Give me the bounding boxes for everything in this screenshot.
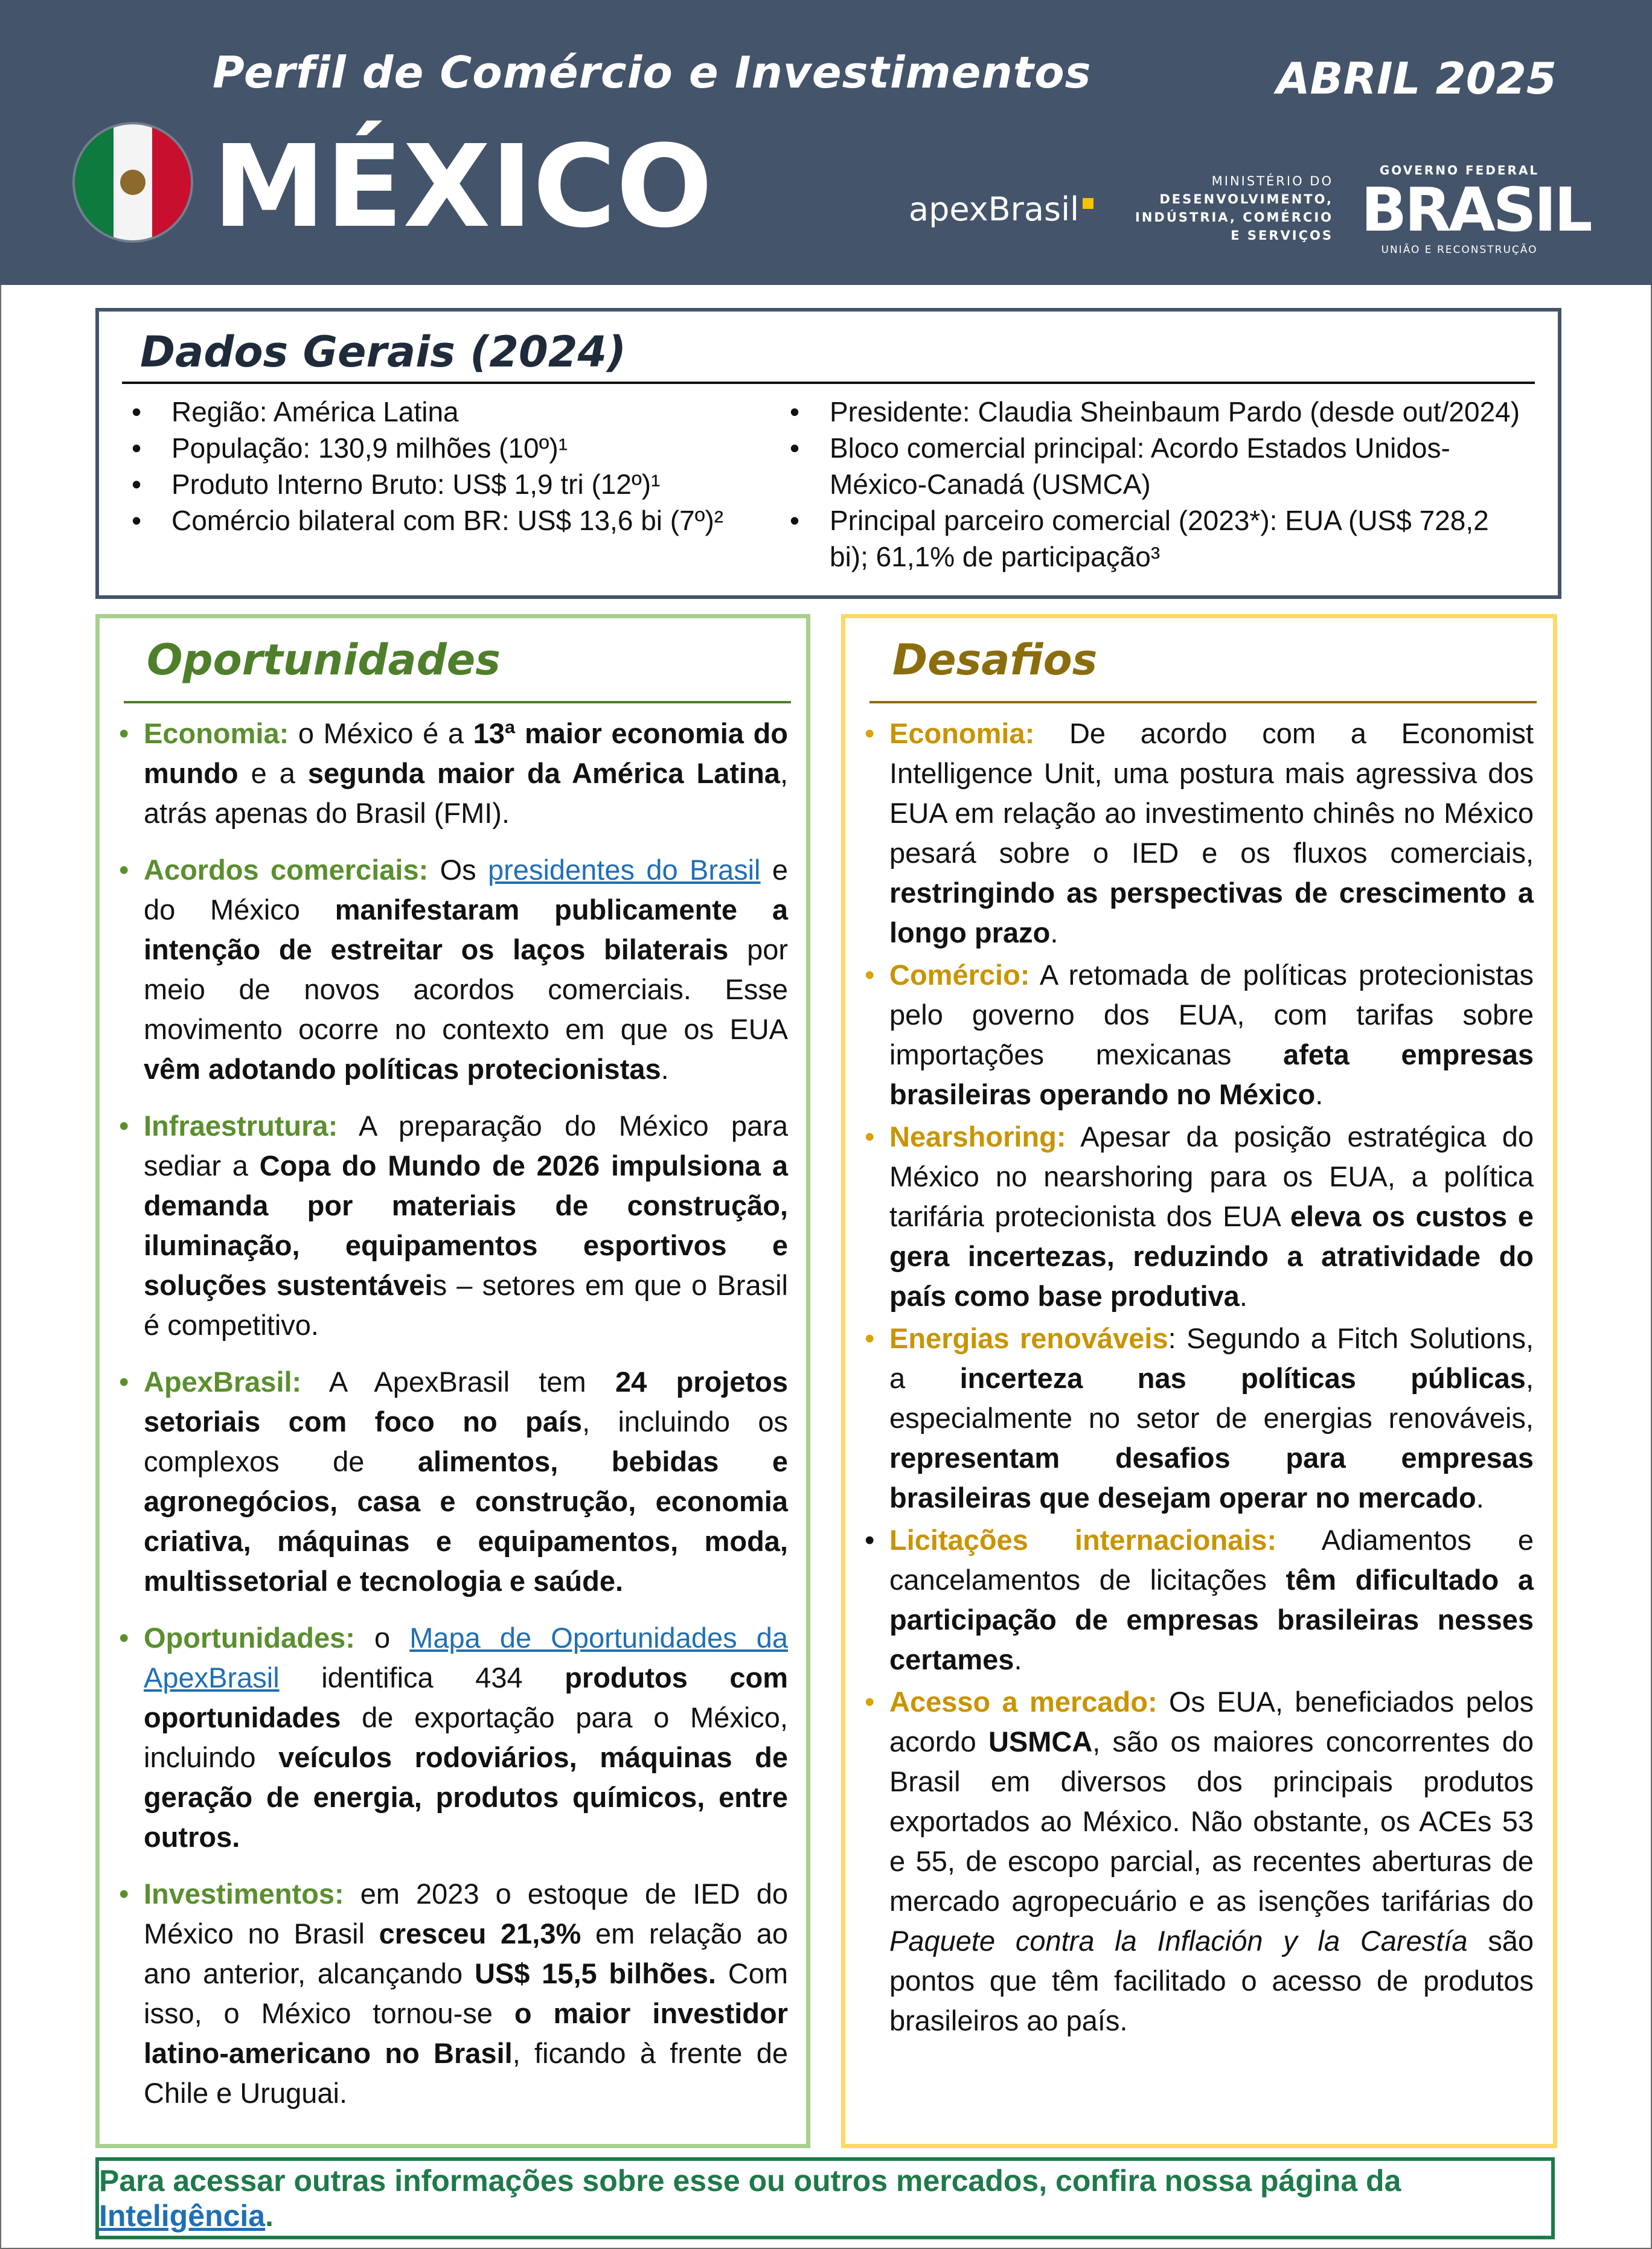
- oportunidades-column: [95, 614, 810, 2148]
- desafios-list: [862, 714, 1534, 2043]
- mexico-flag-icon: [75, 124, 191, 240]
- dados-list-left: [129, 394, 751, 539]
- document-date: ABRIL 2025: [1276, 53, 1557, 104]
- dados-gerais-box: [95, 308, 1561, 599]
- governo-federal-logo: GOVERNO FEDERAL BRASIL UNIÃO E RECONSTRUÇÃO: [1361, 163, 1590, 256]
- presidentes-link[interactable]: presidentes do Brasil: [488, 854, 761, 886]
- dados-item: • Comércio bilateral com BR: US$ 13,6 bi (7º)²: [129, 502, 751, 539]
- oportunidade-acordos: • Acordos comerciais: Os presidentes do Brasil e do México manifestaram publicamente a intenção de estreitar os laços bilaterais por meio de novos acordos comerciais. Esse movimento ocorre no contexto em que os EUA vêm adotando políticas protecionistas.: [117, 850, 788, 1089]
- ministry-logo: MINISTÉRIO DO DESENVOLVIMENTO, INDÚSTRIA, COMÉRCIO E SERVIÇOS: [1135, 174, 1333, 243]
- dados-item: • Bloco comercial principal: Acordo Estados Unidos-México-Canadá (USMCA): [787, 430, 1530, 502]
- oportunidades-list: [117, 714, 788, 2130]
- document-title: Perfil de Comércio e Investimentos: [213, 47, 1092, 98]
- desafio-economia: • Economia: De acordo com a Economist Intelligence Unit, uma postura mais agressiva dos EUA em relação ao investimento chinês no México pesará sobre o IED e os fluxos comerciais, restringindo as perspectivas de crescimento a longo prazo.: [862, 714, 1534, 953]
- divider: [869, 701, 1537, 703]
- oportunidade-mapa: • Oportunidades: o Mapa de Oportunidades da ApexBrasil identifica 434 produtos com oportunidades de exportação para o México, incluindo veículos rodoviários, máquinas de geração de energia, produtos químicos, entre outros.: [117, 1618, 788, 1857]
- desafio-acesso: • Acesso a mercado: Os EUA, beneficiados pelos acordo USMCA, são os maiores concorrentes do Brasil em diversos dos principais produtos exportados ao México. Não obstante, os ACEs 53 e 55, de escopo parcial, as recentes aberturas de mercado agropecuário e as isenções tarifárias do Paquete contra la Inflación y la Carestía são pontos que têm facilitado o acesso de produtos brasileiros ao país.: [862, 1682, 1534, 2041]
- dados-item: • Principal parceiro comercial (2023*): EUA (US$ 728,2 bi); 61,1% de participação³: [787, 502, 1530, 575]
- dados-gerais-title: Dados Gerais (2024): [140, 327, 627, 377]
- desafio-comercio: • Comércio: A retomada de políticas protecionistas pelo governo dos EUA, com tarifas sobre importações mexicanas afeta empresas brasileiras operando no México.: [862, 955, 1534, 1115]
- desafios-title: Desafios: [892, 635, 1098, 685]
- footer-text: Para acessar outras informações sobre esse ou outros mercados, confira nossa página da Inteligência.: [99, 2164, 1401, 2233]
- dados-item: • Produto Interno Bruto: US$ 1,9 tri (12º)¹: [129, 466, 751, 502]
- oportunidade-apexbrasil: • ApexBrasil: A ApexBrasil tem 24 projetos setoriais com foco no país, incluindo os complexos de alimentos, bebidas e agronegócios, casa e construção, economia criativa, máquinas e equipamentos, moda, multissetorial e tecnologia e saúde.: [117, 1362, 788, 1601]
- dados-list-right: [787, 394, 1530, 575]
- desafio-energias: • Energias renováveis: Segundo a Fitch Solutions, a incerteza nas políticas públicas, especialmente no setor de energias renováveis, representam desafios para empresas brasileiras que desejam operar no mercado.: [862, 1319, 1534, 1518]
- inteligencia-link[interactable]: Inteligência: [99, 2199, 266, 2233]
- dados-item: • Presidente: Claudia Sheinbaum Pardo (desde out/2024): [787, 394, 1530, 430]
- apexbrasil-logo: apexBrasil: [909, 190, 1093, 228]
- divider: [122, 382, 1535, 384]
- divider: [124, 701, 791, 703]
- header-banner: [0, 0, 1652, 285]
- oportunidade-infraestrutura: • Infraestrutura: A preparação do México para sediar a Copa do Mundo de 2026 impulsiona a demanda por materiais de construção, iluminação, equipamentos esportivos e soluções sustentáveis – setores em que o Brasil é competitivo.: [117, 1106, 788, 1345]
- oportunidade-economia: • Economia: o México é a 13ª maior economia do mundo e a segunda maior da América Latina, atrás apenas do Brasil (FMI).: [117, 714, 788, 833]
- dados-item: • População: 130,9 milhões (10º)¹: [129, 430, 751, 466]
- desafios-column: [841, 614, 1557, 2148]
- oportunidades-title: Oportunidades: [147, 635, 501, 685]
- desafio-licitacoes: • Licitações internacionais: Adiamentos e cancelamentos de licitações têm dificultado a participação de empresas brasileiras nesses certames.: [862, 1520, 1534, 1680]
- desafio-nearshoring: • Nearshoring: Apesar da posição estratégica do México no nearshoring para os EUA, a política tarifária protecionista dos EUA eleva os custos e gera incertezas, reduzindo a atratividade do país como base produtiva.: [862, 1117, 1534, 1316]
- dados-item: • Região: América Latina: [129, 394, 751, 430]
- oportunidade-investimentos: • Investimentos: em 2023 o estoque de IED do México no Brasil cresceu 21,3% em relação ao ano anterior, alcançando US$ 15,5 bilhões. Com isso, o México tornou-se o maior investidor latino-americano no Brasil, ficando à frente de Chile e Uruguai.: [117, 1874, 788, 2113]
- mapa-oportunidades-link[interactable]: Mapa de Oportunidades da ApexBrasil: [144, 1622, 788, 1694]
- footer-box: [95, 2157, 1555, 2239]
- country-name: MÉXICO: [213, 121, 713, 253]
